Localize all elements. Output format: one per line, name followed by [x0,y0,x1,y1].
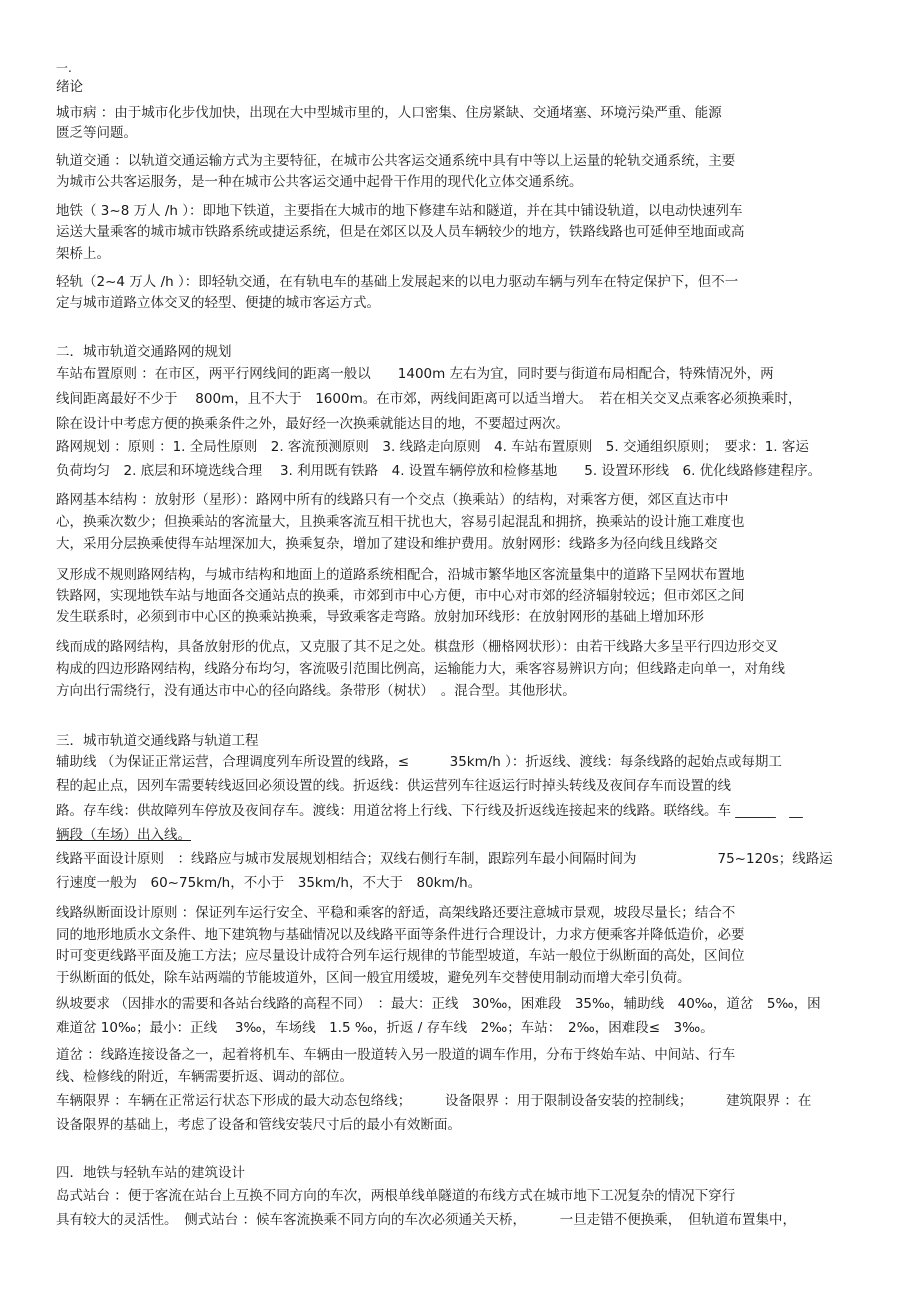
text-line: 除在设计中考虑方便的换乘条件之外，最好经一次换乘就能达目的地，不要超过两次。 [56,416,569,432]
section-number: 一. [56,61,72,75]
text-line: 心，换乘次数少；但换乘站的客流量大，且换乘客流互相干扰也大，容易引起混乱和拥挤，换乘站的设计施工难度也 [56,514,745,530]
text-line: 于纵断面的低处，除车站两端的节能坡道外，区间一般宜用缓坡，避免列车交替使用制动而增大牵引负荷。 [56,970,691,986]
text-line: 轨道交通 ：以轨道交通运输方式为主要特征，在城市公共客运交通系统中具有中等以上运量的轮轨交通系统，主要 [56,153,736,169]
text-line: 难道岔 10‰；最小：正线 3‰，车场线 1.5 ‰，折返 / 存车线 2‰；车站： 2‰，困难段≤ 3‰。 [56,1020,714,1036]
text-line: 线路纵断面设计原则 ：保证列车运行安全、平稳和乘客的舒适，高架线路还要注意城市景观，坡段尽量长；结合不 [56,905,736,921]
text-line: 路。存车线：供故障列车停放及夜间存车。渡线：用道岔将上行线、下行线及折返线连接起来的线路。联络线。车 ______ __ [56,803,803,819]
text-line: 车站布置原则 ：在市区，两平行网线间的距离一般以 1400m 左右为宜，同时要与街道布局相配合，特殊情况外，两 [56,366,774,382]
text-line: 铁路网，实现地铁车站与地面各交通站点的换乘，市郊到市中心方便，市中心对市郊的经济辐射较远；但市郊区之间 [56,588,745,604]
text-line: 路网基本结构 ：放射形（星形）：路网中所有的线路只有一个交点（换乘站）的结构，对乘客方便，郊区直达市中 [56,492,729,508]
text-line: 辅助线 （为保证正常运营，合理调度列车所设置的线路，≤ 35km/h ）：折返线、渡线：每条线路的起始点或每期工 [56,754,782,770]
text-line: 岛式站台 ：便于客流在站台上互换不同方向的车次，两根单线单隧道的布线方式在城市地下工况复杂的情况下穿行 [56,1188,736,1204]
text-line: 叉形成不规则路网结构，与城市结构和地面上的道路系统相配合，沿城市繁华地区客流量集中的道路下呈网状布置地 [56,567,745,583]
text-line: 时可变更线路平面及施工方法；应尽量设计成符合列车运行规律的节能型坡道，车站一般位于纵断面的高处，区间位 [56,948,745,964]
text-line: 运送大量乘客的城市城市铁路系统或捷运系统，但是在郊区以及人员车辆较少的地方，铁路线路也可延伸至地面或高 [56,224,745,240]
text-line: 为城市公共客运服务，是一种在城市公共客运交通中起骨干作用的现代化立体交通系统。 [56,174,583,190]
text-line: 架桥上。 [56,246,110,262]
text-line: 方向出行需绕行，没有通达市中心的径向路线。条带形（树状） 。混合型。其他形状。 [56,683,576,699]
text-line: 路网规划 ：原则 ：1. 全局性原则 2. 客流预测原则 3. 线路走向原则 4. 车站布置原则 5. 交通组织原则； 要求：1. 客运 [56,439,809,455]
section-title-lines: 三．城市轨道交通线路与轨道工程 [56,733,259,749]
text-line: 发生联系时，必须到市中心区的换乘站换乘，导致乘客走弯路。放射加环线形：在放射网形的基础上增加环形 [56,609,704,625]
text-line: 匮乏等问题。 [56,125,137,141]
text-line: 地铁（ 3~8 万人 /h ）：即地下铁道，主要指在大城市的地下修建车站和隧道，并在其中铺设轨道，以电动快速列车 [56,203,743,219]
text-line: 城市病 ：由于城市化步伐加快，出现在大中型城市里的，人口密集、住房紧缺、交通堵塞、环境污染严重、能源 [56,105,722,121]
text-line: 线间距离最好不少于 800m，且不大于 1600m。在市郊，两线间距离可以适当增大。 若在相关交叉点乘客必须换乘时， [56,391,802,407]
text-line: 道岔 ：线路连接设备之一，起着将机车、车辆由一股道转入另一股道的调车作用，分布于终始车站、中间站、行车 [56,1047,736,1063]
text-line: 行速度一般为 60~75km/h，不小于 35km/h，不大于 80km/h。 [56,875,482,891]
text-line: 纵坡要求 （因排水的需要和各站台线路的高程不同） ：最大：正线 30‰，困难段 35‰，辅助线 40‰，道岔 5‰，困 [56,996,821,1012]
text-line: 线路平面设计原则 ：线路应与城市发展规划相结合；双线右侧行车制，跟踪列车最小间隔时间为 75~120s；线路运 [56,851,833,867]
text-line: 大，采用分层换乘使得车站埋深加大，换乘复杂，增加了建设和维护费用。放射网形：线路多为径向线且线路交 [56,536,718,552]
text-line: 设备限界的基础上，考虑了设备和管线安装尺寸后的最小有效断面。 [56,1117,461,1133]
text-line: 具有较大的灵活性。 侧式站台 ：候车客流换乘不同方向的车次必须通关天桥， 一旦走错不便换乘， 但轨道布置集中， [56,1212,797,1228]
text-line: 程的起止点，因列车需要转线返回必须设置的线。折返线：供运营列车往返运行时掉头转线及夜间存车而设置的线 [56,778,731,794]
text-line: 构成的四边形路网结构，线路分布均匀，客流吸引范围比例高，运输能力大，乘客容易辨识方向；但线路走向单一，对角线 [56,661,785,677]
section-title-network: 二．城市轨道交通路网的规划 [56,344,232,360]
text-line: 轻轨（2~4 万人 /h ）：即轻轨交通，在有轨电车的基础上发展起来的以电力驱动车辆与列车在特定保护下，但不一 [56,274,739,290]
text-line: 辆段（车场）出入线。 [56,827,191,843]
text-line: 负荷均匀 2. 底层和环境选线合理 3. 利用既有铁路 4. 设置车辆停放和检修基地 5. 设置环形线 6. 优化线路修建程序。 [56,463,822,479]
text-line: 同的地形地质水文条件、地下建筑物与基础情况以及线路平面等条件进行合理设计，力求方便乘客并降低造价，必要 [56,927,745,943]
text-line: 线而成的路网结构，具备放射形的优点，又克服了其不足之处。棋盘形（栅格网状形）：由若干线路大多呈平行四边形交叉 [56,639,779,655]
text-line: 定与城市道路立体交叉的轻型、便捷的城市客运方式。 [56,295,380,311]
text-line: 线、检修线的附近，车辆需要折返、调动的部位。 [56,1069,353,1085]
text-line: 车辆限界 ：车辆在正常运行状态下形成的最大动态包络线； 设备限界 ：用于限制设备安装的控制线； 建筑限界 ：在 [56,1093,812,1109]
section-title-stations: 四．地铁与轻轨车站的建筑设计 [56,1165,245,1181]
section-title-intro: 绪论 [56,79,83,95]
